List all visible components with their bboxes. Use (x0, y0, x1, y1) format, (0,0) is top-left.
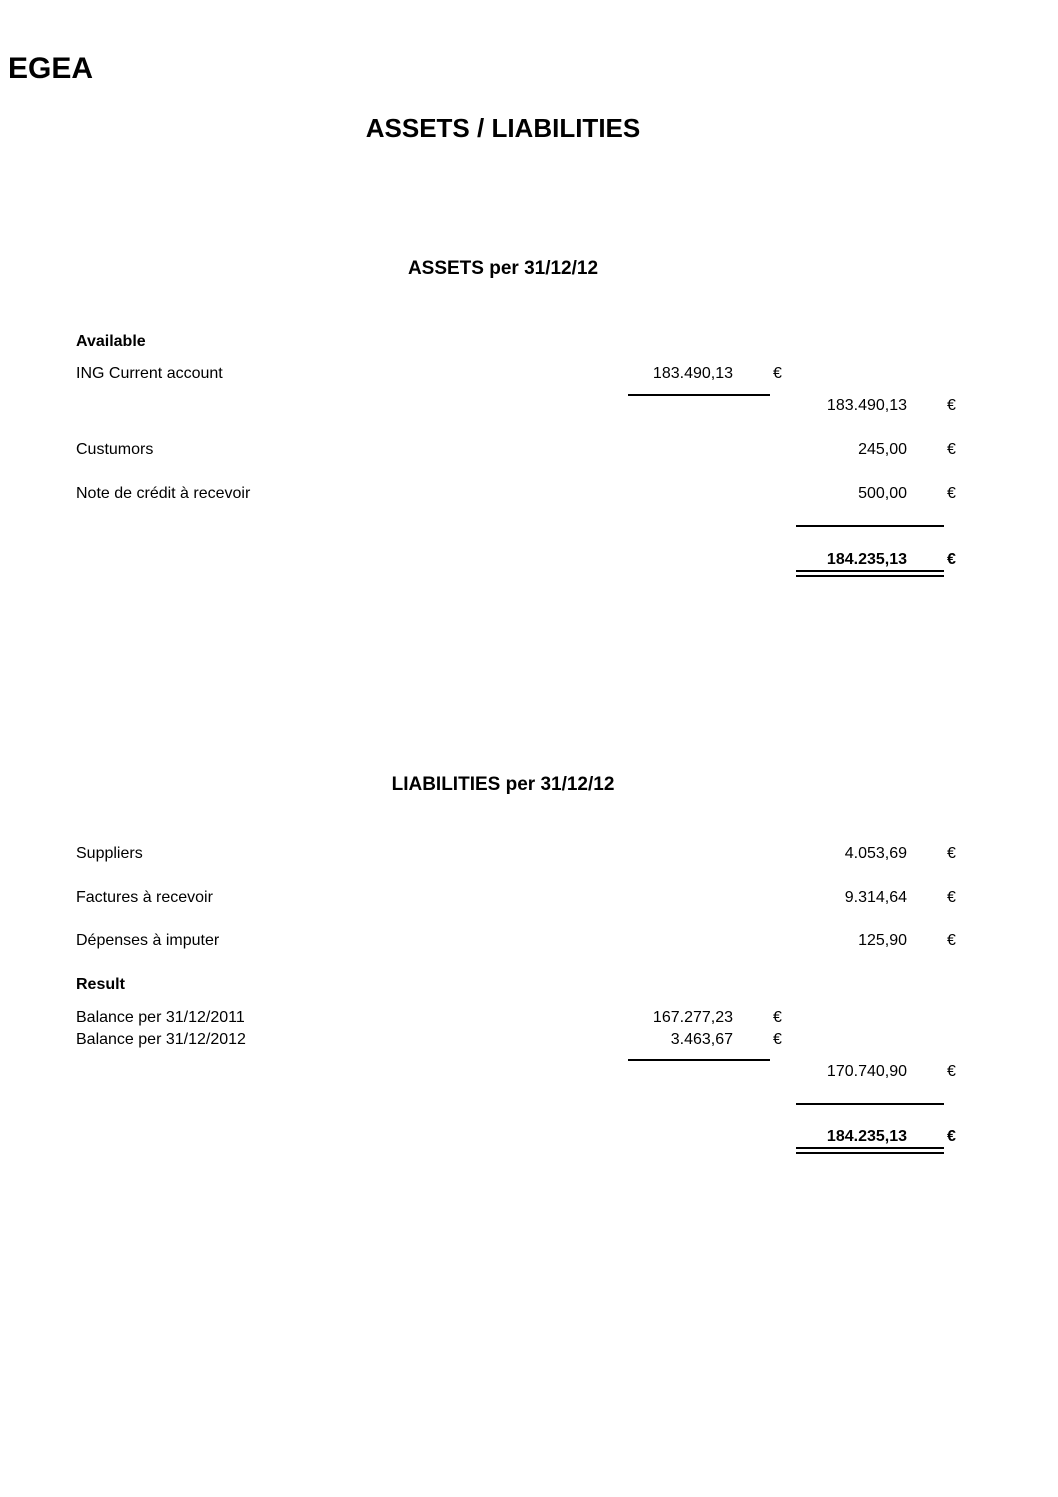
expenses-amount: 125,90 (858, 932, 907, 949)
liabilities-total: 184.235,13 (826, 1128, 907, 1145)
euro-sign: € (947, 485, 956, 502)
subtotal-rule (628, 394, 770, 396)
invoices-label: Factures à recevoir (76, 889, 213, 906)
invoices-amount: 9.314,64 (844, 889, 907, 906)
liabilities-heading: LIABILITIES per 31/12/12 (391, 774, 615, 795)
euro-sign: € (947, 1128, 956, 1145)
balance-2011-label: Balance per 31/12/2011 (76, 1009, 245, 1026)
balance-2012-label: Balance per 31/12/2012 (76, 1031, 246, 1048)
available-label: Available (76, 333, 146, 350)
double-total-rule (796, 570, 944, 577)
company-name: EGEA (8, 52, 94, 85)
euro-sign: € (773, 365, 782, 382)
page-title: ASSETS / LIABILITIES (365, 113, 641, 143)
customers-label: Custumors (76, 441, 154, 458)
euro-sign: € (947, 932, 956, 949)
balance-2011-amount: 167.277,23 (652, 1009, 733, 1026)
balance-2012-amount: 3.463,67 (670, 1031, 733, 1048)
euro-sign: € (947, 1063, 956, 1080)
euro-sign: € (773, 1031, 782, 1048)
euro-sign: € (947, 397, 956, 414)
total-rule (796, 525, 944, 527)
available-subtotal: 183.490,13 (826, 397, 907, 414)
expenses-label: Dépenses à imputer (76, 932, 220, 949)
subtotal-rule (628, 1059, 770, 1061)
result-subtotal: 170.740,90 (826, 1063, 907, 1080)
ing-account-label: ING Current account (76, 365, 223, 382)
double-total-rule (796, 1147, 944, 1154)
euro-sign: € (947, 889, 956, 906)
suppliers-label: Suppliers (76, 845, 143, 862)
assets-heading: ASSETS per 31/12/12 (407, 258, 599, 279)
ing-account-amount: 183.490,13 (652, 365, 733, 382)
credit-note-label: Note de crédit à recevoir (76, 485, 251, 502)
euro-sign: € (947, 845, 956, 862)
customers-amount: 245,00 (858, 441, 907, 458)
suppliers-amount: 4.053,69 (844, 845, 907, 862)
euro-sign: € (947, 551, 956, 568)
euro-sign: € (773, 1009, 782, 1026)
euro-sign: € (947, 441, 956, 458)
assets-total: 184.235,13 (826, 551, 907, 568)
result-label: Result (76, 976, 125, 993)
credit-note-amount: 500,00 (858, 485, 907, 502)
total-rule (796, 1103, 944, 1105)
